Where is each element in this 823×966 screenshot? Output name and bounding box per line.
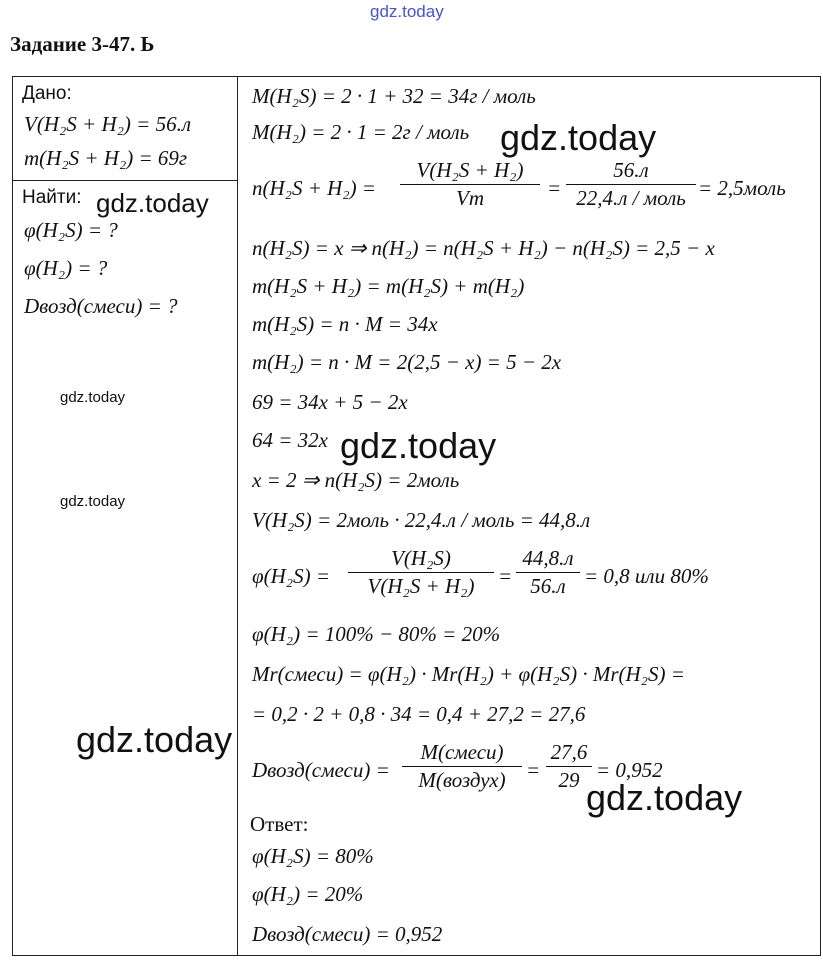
sol-line-4: n(H₂S) = x ⇒ n(H₂) = n(H₂S + H₂) − n(H₂S) = 2,5 − x — [252, 236, 715, 260]
sol-line-15: = 0,2 · 2 + 0,8 · 34 = 0,4 + 27,2 = 27,6 — [252, 702, 586, 726]
find-phi-h2s: φ(H₂S) = ? — [24, 218, 118, 242]
answer-density: Dвозд(смеси) = 0,952 — [252, 922, 443, 946]
watermark-top: gdz.today — [370, 2, 444, 21]
sol-line-3-result: = 2,5моль — [698, 176, 786, 200]
watermark: gdz.today — [586, 777, 743, 818]
sol-line-11: V(H₂S) = 2моль · 22,4.л / моль = 44,8.л — [252, 508, 591, 532]
sol-line-14: Mr(смеси) = φ(H₂) · Mr(H₂) + φ(H₂S) · Mr(H₂S) = — [252, 662, 685, 686]
frac-numerator: 27,6 — [550, 740, 588, 764]
answer-label: Ответ: — [250, 812, 309, 836]
answer-phi-h2: φ(H₂) = 20% — [252, 882, 364, 906]
frac-denominator: 22,4.л / моль — [576, 186, 686, 210]
frac-denominator: V(H₂S + H₂) — [367, 574, 475, 598]
frac-denominator: 56.л — [530, 574, 566, 598]
frac-denominator: M(воздух) — [418, 768, 506, 792]
watermark: gdz.today — [96, 188, 209, 218]
frac-denominator: Vm — [456, 186, 484, 210]
find-phi-h2: φ(H₂) = ? — [24, 256, 108, 280]
watermark: gdz.today — [60, 493, 126, 510]
sol-line-12-frac-1 — [348, 548, 494, 597]
sol-line-16-eq: = — [526, 758, 541, 782]
given-volume: V(H₂S + H₂) = 56.л — [24, 112, 191, 136]
sol-line-16-frac-1 — [402, 742, 522, 791]
watermark: gdz.today — [340, 425, 497, 466]
sol-line-12-result: = 0,8 или 80% — [584, 564, 709, 588]
sol-line-1: M(H₂S) = 2 · 1 + 32 = 34г / моль — [252, 84, 536, 108]
frac-bar — [546, 766, 592, 767]
task-title: Задание 3-47. Ь — [10, 32, 155, 56]
watermark: gdz.today — [500, 117, 657, 158]
frac-bar — [566, 184, 696, 185]
given-mass: m(H₂S + H₂) = 69г — [24, 146, 188, 170]
given-label: Дано: — [22, 83, 72, 104]
frac-denominator: 29 — [558, 768, 580, 792]
sol-line-3-lhs: n(H₂S + H₂) = — [252, 176, 377, 200]
watermark: gdz.today — [76, 719, 233, 760]
sol-line-13: φ(H₂) = 100% − 80% = 20% — [252, 622, 501, 646]
sol-line-5: m(H₂S + H₂) = m(H₂S) + m(H₂) — [252, 274, 525, 298]
sol-line-8: 69 = 34x + 5 − 2x — [252, 390, 408, 414]
sol-line-6: m(H₂S) = n · M = 34x — [252, 312, 438, 336]
frac-bar — [402, 766, 522, 767]
frac-numerator: 44,8.л — [522, 546, 574, 570]
find-density: Dвозд(смеси) = ? — [24, 294, 178, 318]
sol-line-3-frac-1 — [400, 160, 540, 209]
column-divider — [237, 76, 238, 956]
frac-bar — [348, 572, 494, 573]
sol-line-12-frac-2 — [516, 548, 580, 597]
sol-line-2: M(H₂) = 2 · 1 = 2г / моль — [252, 120, 470, 144]
sol-line-16-result: = 0,952 — [596, 758, 663, 782]
frac-numerator: M(смеси) — [420, 740, 504, 764]
sol-line-9: 64 = 32x — [252, 428, 328, 452]
answer-phi-h2s: φ(H₂S) = 80% — [252, 844, 374, 868]
sol-line-3-frac-2 — [566, 160, 696, 209]
frac-numerator: V(H₂S + H₂) — [416, 158, 524, 182]
frac-numerator: 56.л — [613, 158, 649, 182]
watermark: gdz.today — [60, 389, 126, 406]
sol-line-3-eq: = — [547, 176, 562, 200]
sol-line-7: m(H₂) = n · M = 2(2,5 − x) = 5 − 2x — [252, 350, 562, 374]
sol-line-12-eq: = — [498, 564, 513, 588]
frac-bar — [516, 572, 580, 573]
find-label: Найти: — [22, 187, 82, 208]
sol-line-16-lhs: Dвозд(смеси) = — [252, 758, 390, 782]
frac-numerator: V(H₂S) — [391, 546, 451, 570]
frac-bar — [400, 184, 540, 185]
sol-line-12-lhs: φ(H₂S) = — [252, 564, 330, 588]
sol-line-10: x = 2 ⇒ n(H₂S) = 2моль — [252, 468, 460, 492]
given-find-divider — [12, 180, 238, 181]
